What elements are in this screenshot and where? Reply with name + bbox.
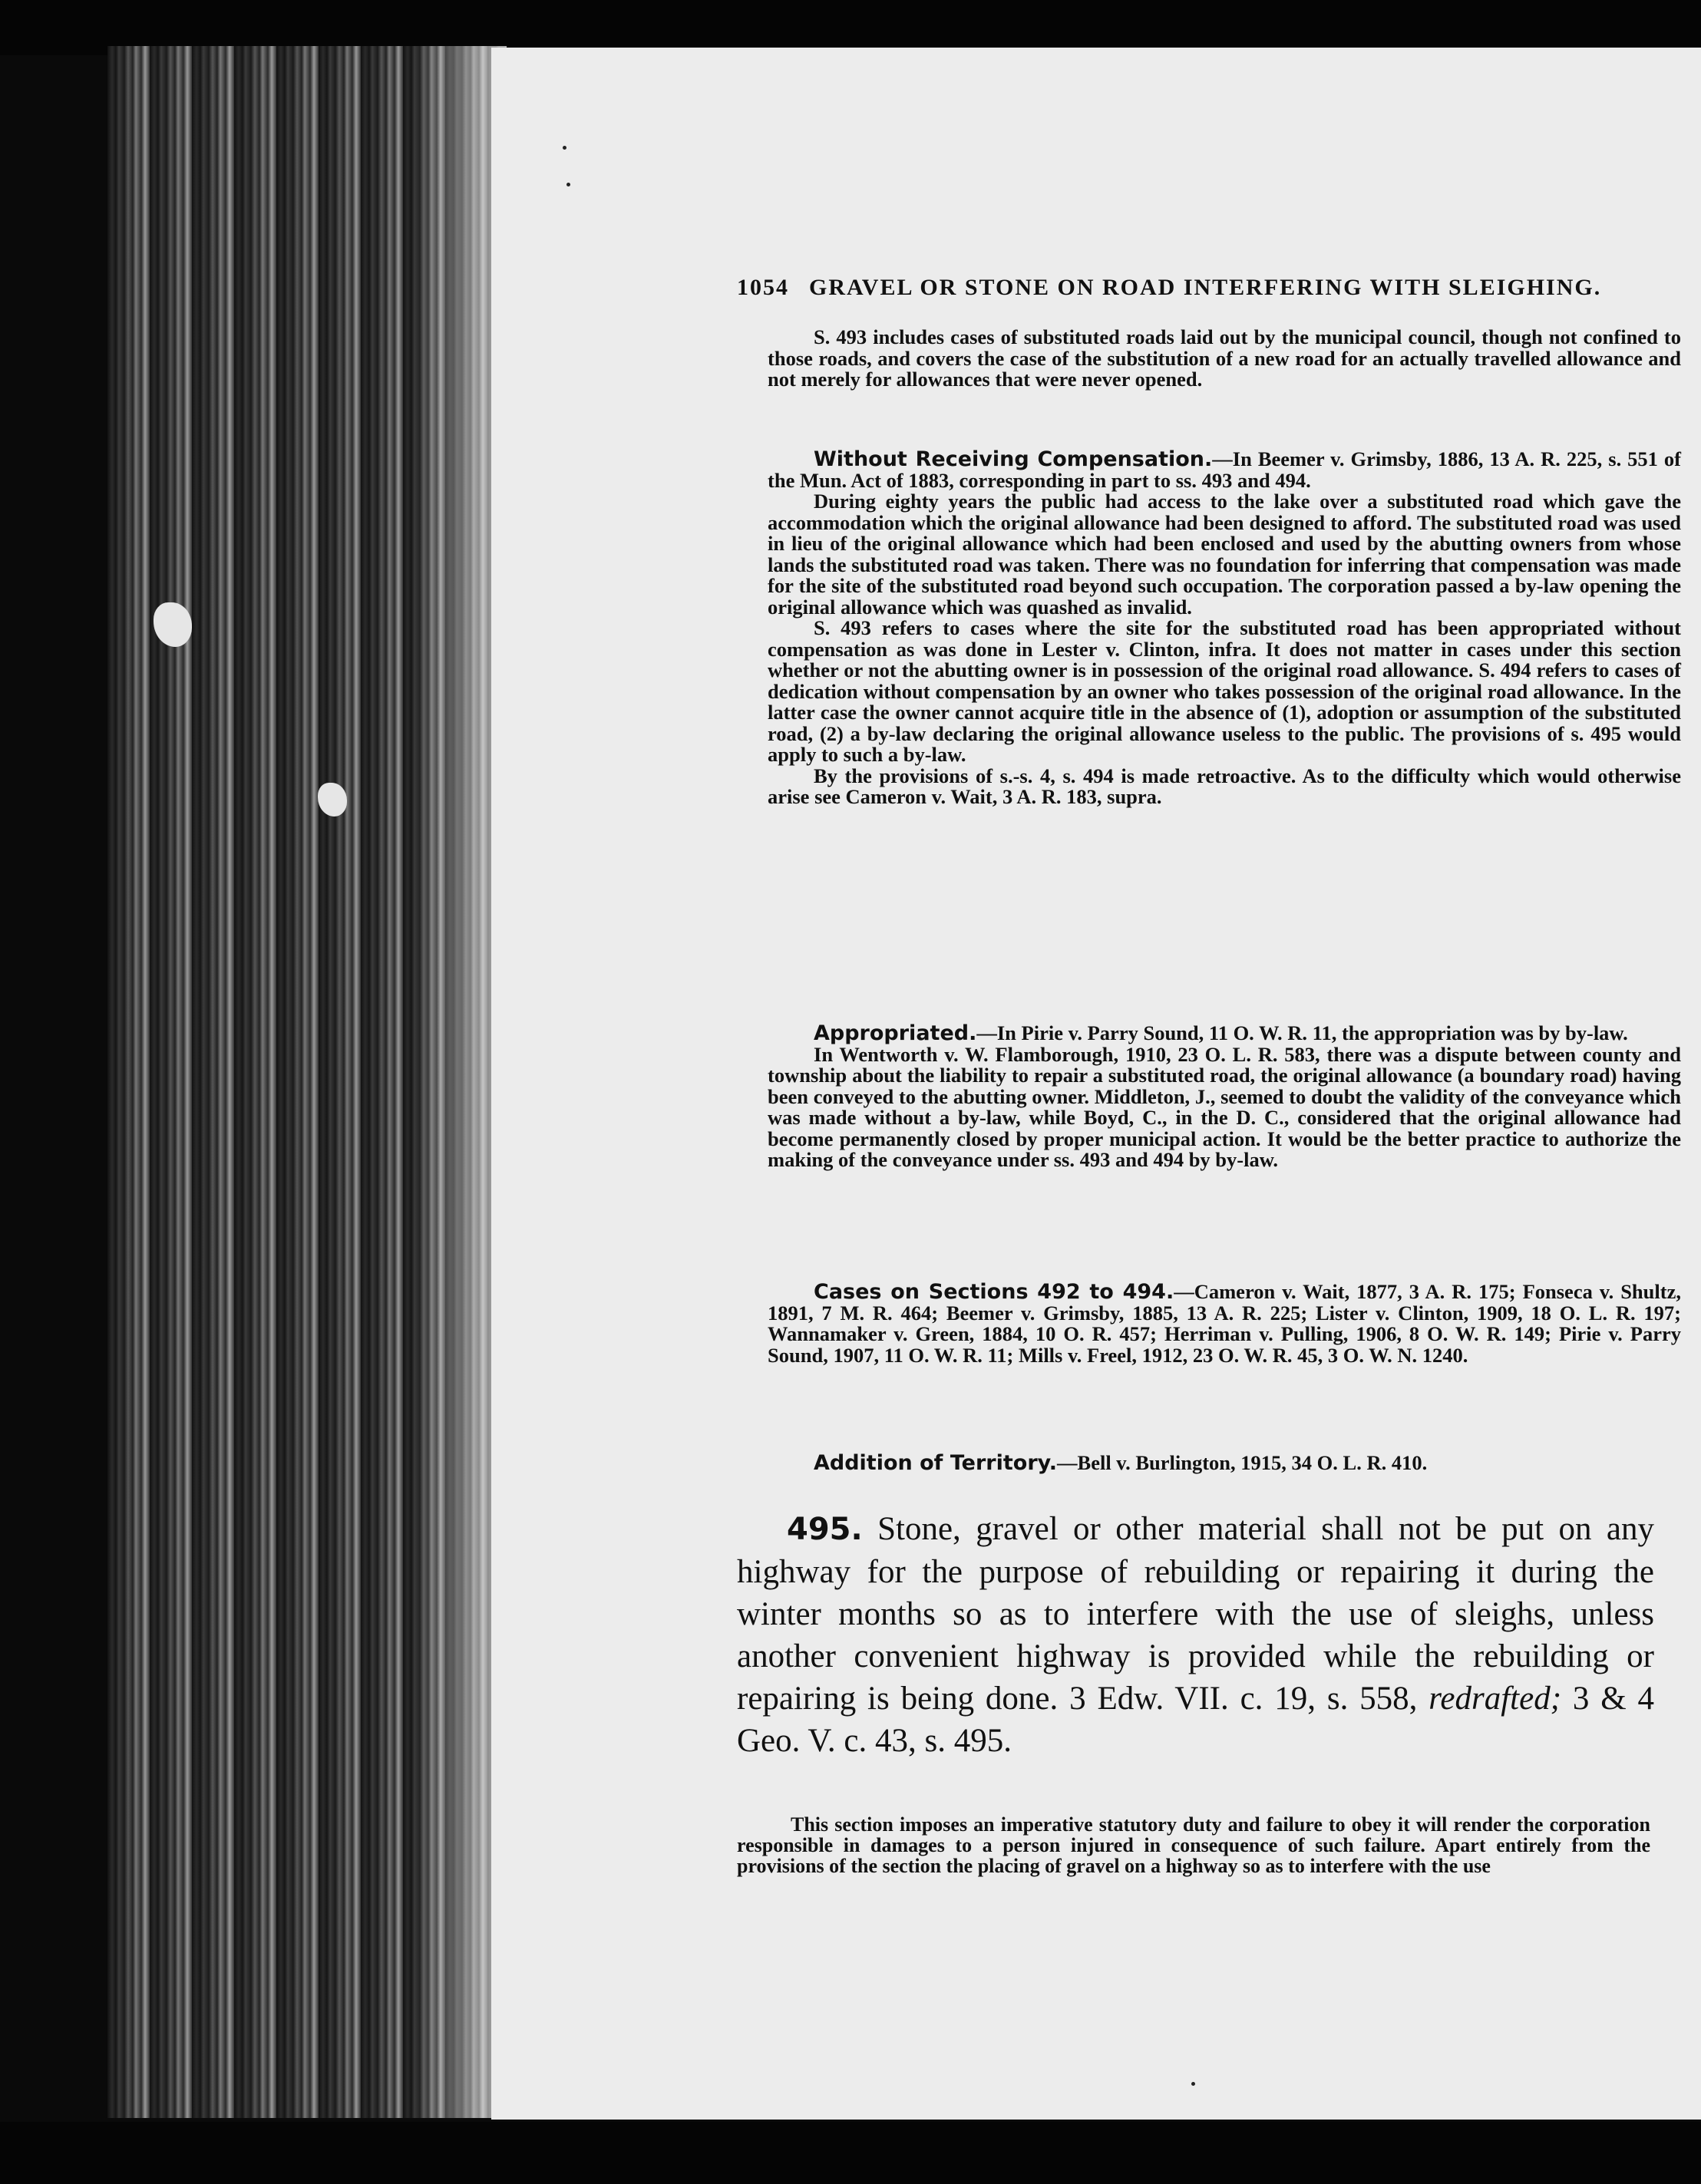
section-495-block [737,1508,1654,1762]
page-number: 1054 [737,275,789,300]
scan-bottom-border [0,2122,1701,2184]
redrafted-note: redrafted; [1429,1681,1562,1717]
appropriated-block [768,1023,1681,1171]
appropriated-lead [768,1023,1681,1044]
section-body: Stone, gravel or other material shall not be put on any highway for the purpose of rebuilding or repairing it during the winter months so as to interfere with the use of sleighs, unless another convenient highway is provided while the rebuilding or repairing is being done. 3 Edw. VII. c. 19, s. 558, [737,1511,1655,1717]
intro-paragraph-block [768,327,1681,391]
book-page-edges [107,46,507,2118]
cases-paragraph [768,1282,1681,1366]
without-compensation-p3: By the provisions of s.-s. 4, s. 494 is made retroactive. As to the difficulty which would otherwise arise see Cameron v. Wait, 3 A. R. 183, supra. [768,764,1681,808]
addition-block [768,1453,1681,1474]
cases-text: —Cameron v. Wait, 1877, 3 A. R. 175; Fonseca v. Shultz, 1891, 7 M. R. 464; Beemer v. Grimsby, 1885, 13 A. R. 225; Lister v. Clinton, 1909, 18 O. L. R. 197; Wannamaker v. Green, 1884, 10 O. R. 457; Herriman v. Pulling, 1906, 8 O. W. R. 149; Pirie v. Parry Sound, 1907, 11 O. W. R. 11; Mills v. Freel, 1912, 23 O. W. R. 45, 3 O. W. N. 1240. [768,1280,1681,1367]
cases-block [768,1282,1681,1366]
cases-heading: Cases on Sections 492 to 494. [814,1280,1174,1304]
running-title: GRAVEL OR STONE ON ROAD INTERFERING WITH SLEIGHING. [809,275,1602,300]
without-compensation-p1: During eighty years the public had access to the lake over a substituted road which gave the accommodation which the original allowance had been designed to afford. The substituted road was used in lieu of the original allowance which had been enclosed and used by the abutting owners from whose lands the substituted road was taken. There was no foundation for inferring that compensation was made for the site of the substituted road beyond such occupation. The corporation passed a by-law opening the original allowance which was quashed as invalid. [768,490,1681,619]
without-compensation-lead-text: —In Beemer v. Grimsby, 1886, 13 A. R. 225, s. 551 of the Mun. Act of 1883, corresponding in part to ss. 493 and 494. [768,447,1681,492]
without-compensation-heading: Without Receiving Compensation. [814,447,1213,471]
addition-text: —Bell v. Burlington, 1915, 34 O. L. R. 410. [1057,1451,1428,1474]
page-speck [566,183,570,186]
appropriated-lead-text: —In Pirie v. Parry Sound, 11 O. W. R. 11, the appropriation was by by-law. [976,1021,1628,1044]
page-speck [563,146,566,150]
section-citation-tail: 3 & 4 Geo. V. c. 43, s. 495. [737,1681,1655,1759]
section-number: 495. [787,1512,863,1547]
appropriated-heading: Appropriated. [814,1021,977,1045]
without-compensation-lead [768,449,1681,491]
section-495-commentary [737,1814,1650,1876]
commentary-paragraph: This section imposes an imperative statutory duty and failure to obey it will render the corporation responsible in damages to a person injured in consequence of such failure. Apart entirely from the provisions of the section the placing of gravel on a highway so as to interfere with the use [737,1813,1650,1877]
intro-paragraph: S. 493 includes cases of substituted roads laid out by the municipal council, though not confined to those roads, and covers the case of the substitution of a new road for an actually travelled allowance and not merely for allowances that were never opened. [768,325,1681,391]
addition-paragraph [768,1453,1681,1474]
without-compensation-block [768,449,1681,808]
without-compensation-p2: S. 493 refers to cases where the site for the substituted road has been appropriated without compensation as was done in Lester v. Clinton, infra. It does not matter in cases under this section whether or not the abutting owner is in possession of the original road allowance. S. 494 refers to cases of dedication without compensation by an owner who takes possession of the original road allowance. In the latter case the owner cannot acquire title in the absence of (1), adoption or assumption of the substituted road, (2) a by-law declaring the original allowance useless to the public. The provisions of s. 495 would apply to such a by-law. [768,616,1681,766]
page-speck [1191,2082,1195,2086]
addition-heading: Addition of Territory. [814,1451,1058,1475]
section-495-text [737,1508,1654,1762]
running-head [737,275,1681,301]
appropriated-p1: In Wentworth v. W. Flamborough, 1910, 23 O. L. R. 583, there was a dispute between county and township about the liability to repair a substituted road, the original allowance (a boundary road) having been conveyed to the abutting owner. Middleton, J., seemed to doubt the validity of the conveyance which was made without a by-law, while Boyd, C., in the D. C., considered that the original allowance had become permanently closed by proper municipal action. It would be the better practice to authorize the making of the conveyance under ss. 493 and 494 by by-law. [768,1042,1681,1171]
